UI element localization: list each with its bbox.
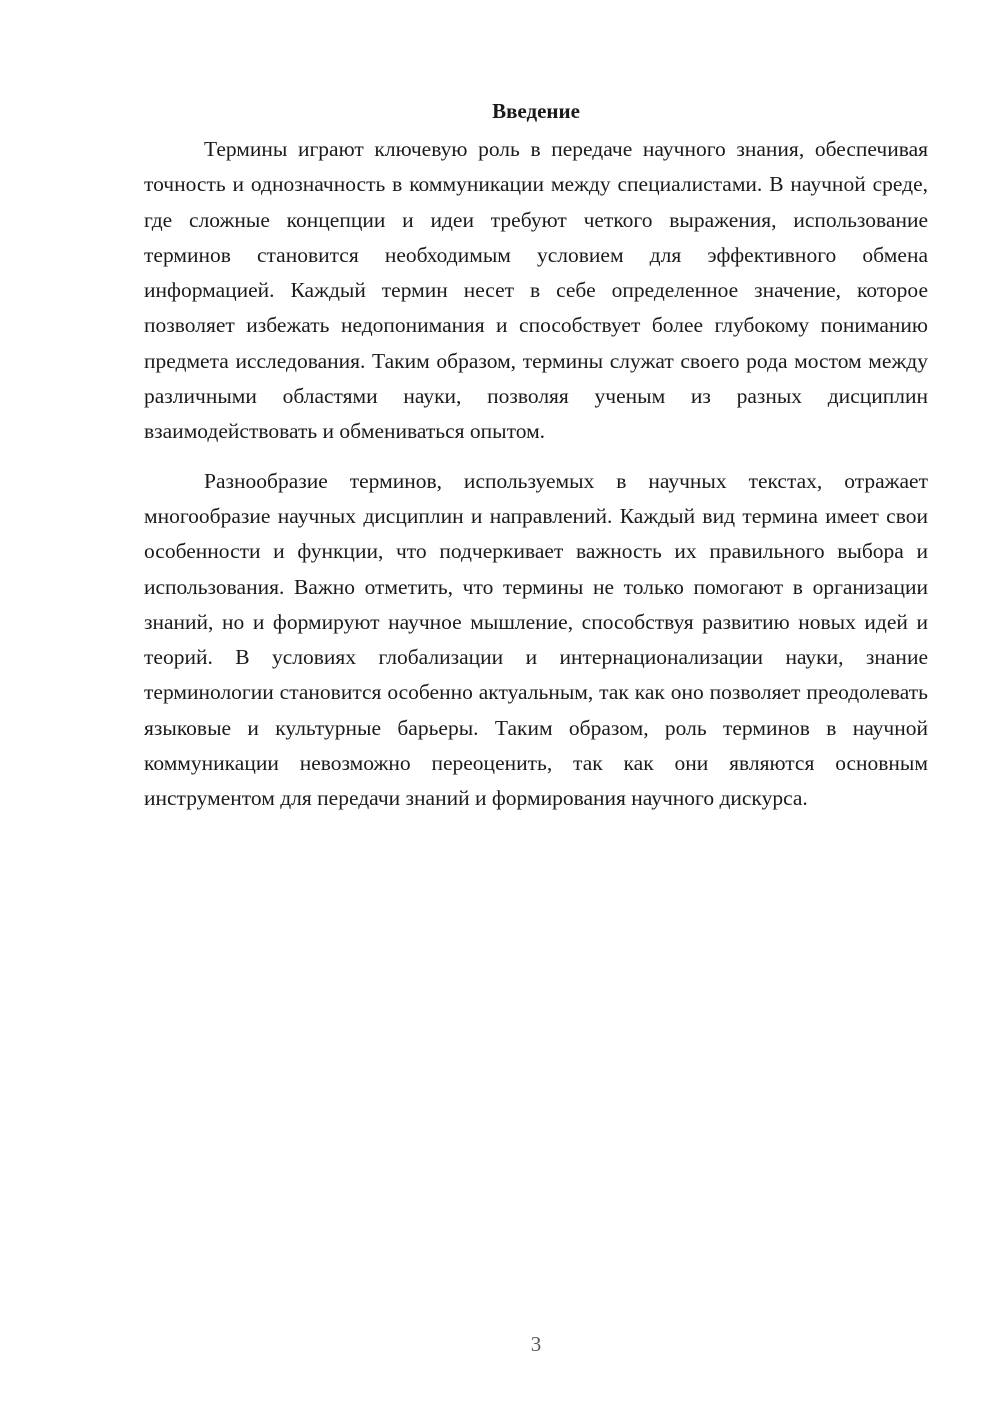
section-title: Введение (492, 99, 580, 123)
page-content (144, 96, 928, 817)
page-number: 3 (530, 1332, 542, 1356)
paragraph-1: Термины играют ключевую роль в передаче научного знания, обеспечивая точность и однозначность в коммуникации между специалистами. В научной среде, где сложные концепции и идеи требуют четкого выражения, использование терминов становится необходимым условием для эффективного обмена информацией. Каждый термин несет в себе определенное значение, которое позволяет избежать недопонимания и способствует более глубокому пониманию предмета исследования. Таким образом, термины служат своего рода мостом между различными областями науки, позволяя ученым из разных дисциплин взаимодействовать и обмениваться опытом. (144, 137, 928, 444)
paragraph-2: Разнообразие терминов, используемых в научных текстах, отражает многообразие научных дисциплин и направлений. Каждый вид термина имеет свои особенности и функции, что подчеркивает важность их правильного выбора и использования. Важно отметить, что термины не только помогают в организации знаний, но и формируют научное мышление, способствуя развитию новых идей и теорий. В условиях глобализации и интернационализации науки, знание терминологии становится особенно актуальным, так как оно позволяет преодолевать языковые и культурные барьеры. Таким образом, роль терминов в научной коммуникации невозможно переоценить, так как они являются основным инструментом для передачи знаний и формирования научного дискурса. (144, 468, 928, 811)
